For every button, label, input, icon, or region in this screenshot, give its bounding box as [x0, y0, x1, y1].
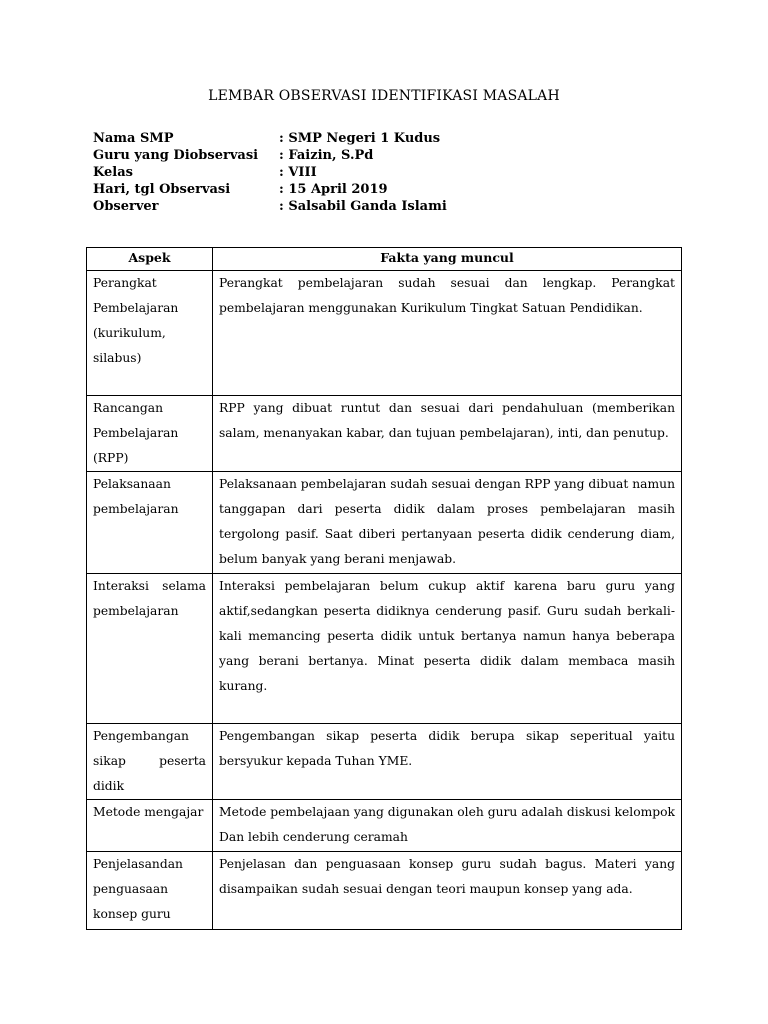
table-row — [87, 472, 682, 574]
column-header-aspek: Aspek — [87, 248, 213, 271]
document-title: LEMBAR OBSERVASI IDENTIFIKASI MASALAH — [208, 88, 560, 104]
table-row — [87, 396, 682, 472]
observation-table — [86, 247, 682, 930]
aspek-cell: Interaksi selama pembelajaran — [87, 574, 213, 724]
aspek-cell: Perangkat Pembelajaran (kurikulum, silabus) — [87, 271, 213, 396]
aspek-cell: Rancangan Pembelajaran (RPP) — [87, 396, 213, 472]
fakta-cell: Perangkat pembelajaran sudah sesuai dan lengkap. Perangkat pembelajaran menggunakan Kurikulum Tingkat Satuan Pendidikan. — [213, 271, 682, 396]
info-value: : SMP Negeri 1 Kudus — [279, 131, 441, 146]
info-value: : Faizin, S.Pd — [279, 148, 374, 163]
info-row-school — [93, 130, 447, 147]
fakta-cell: RPP yang dibuat runtut dan sesuai dari pendahuluan (memberikan salam, menanyakan kabar, dan tujuan pembelajaran), inti, dan penutup. — [213, 396, 682, 472]
info-label: Observer — [93, 199, 159, 214]
info-label: Guru yang Diobservasi — [93, 148, 259, 163]
info-value: : VIII — [279, 165, 317, 180]
info-value: : Salsabil Ganda Islami — [279, 199, 447, 214]
column-header-fakta: Fakta yang muncul — [213, 248, 682, 271]
info-row-date — [93, 181, 447, 198]
info-value: : 15 April 2019 — [279, 182, 388, 197]
table-row — [87, 724, 682, 800]
observation-info — [93, 130, 447, 215]
table-header-row — [87, 248, 682, 271]
fakta-cell: Metode pembelajaan yang digunakan oleh guru adalah diskusi kelompok Dan lebih cenderung ceramah — [213, 800, 682, 852]
aspek-cell: Pengembangan sikap peserta didik — [87, 724, 213, 800]
fakta-cell: Pelaksanaan pembelajaran sudah sesuai dengan RPP yang dibuat namun tanggapan dari peserta didik dalam proses pembelajaran masih tergolong pasif. Saat diberi pertanyaan peserta didik cenderung diam, belum banyak yang berani menjawab. — [213, 472, 682, 574]
fakta-cell: Penjelasan dan penguasaan konsep guru sudah bagus. Materi yang disampaikan sudah sesuai dengan teori maupun konsep yang ada. — [213, 852, 682, 930]
table-row — [87, 271, 682, 396]
info-label: Hari, tgl Observasi — [93, 182, 231, 197]
aspek-cell: Pelaksanaan pembelajaran — [87, 472, 213, 574]
fakta-cell: Pengembangan sikap peserta didik berupa sikap seperitual yaitu bersyukur kepada Tuhan YME. — [213, 724, 682, 800]
info-row-teacher — [93, 147, 447, 164]
info-label: Kelas — [93, 165, 133, 180]
info-row-class — [93, 164, 447, 181]
table-row — [87, 800, 682, 852]
aspek-cell: Metode mengajar — [87, 800, 213, 852]
aspek-cell: Penjelasandan penguasaan konsep guru — [87, 852, 213, 930]
fakta-cell: Interaksi pembelajaran belum cukup aktif karena baru guru yang aktif,sedangkan peserta didiknya cenderung pasif. Guru sudah berkali-kali memancing peserta didik untuk bertanya namun hanya beberapa yang berani bertanya. Minat peserta didik dalam membaca masih kurang. — [213, 574, 682, 724]
info-row-observer — [93, 198, 447, 215]
table-row — [87, 852, 682, 930]
info-label: Nama SMP — [93, 131, 174, 146]
table-row — [87, 574, 682, 724]
